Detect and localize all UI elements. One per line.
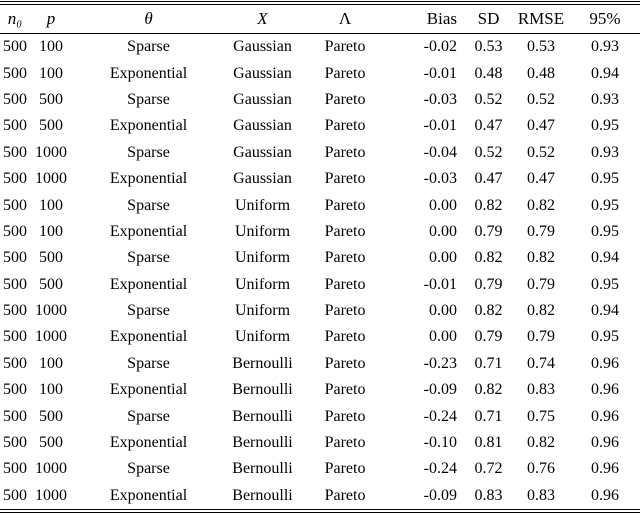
table-cell: Pareto (324, 407, 366, 425)
table-cell: 0.00 (429, 196, 457, 214)
table-cell: Sparse (127, 249, 170, 267)
table-cell: 0.53 (527, 38, 555, 56)
table-cell: 0.53 (474, 38, 503, 56)
table-cell: Exponential (109, 64, 188, 82)
table-cell: 0.95 (591, 196, 619, 214)
table-cell: 500 (3, 196, 27, 214)
table-cell: 0.94 (591, 64, 619, 82)
table-row (0, 272, 640, 298)
table-cell: Pareto (324, 328, 366, 346)
table-cell: Sparse (127, 302, 170, 320)
table-cell: 0.47 (474, 170, 503, 188)
table-row (0, 324, 640, 350)
table-cell: 500 (3, 434, 27, 452)
table-cell: Exponential (109, 275, 188, 293)
table-cell: 500 (3, 486, 27, 504)
table-cell: Exponential (109, 328, 188, 346)
table-cell: 500 (3, 249, 27, 267)
table-cell: 0.82 (527, 249, 555, 267)
table-cell: 0.47 (527, 117, 555, 135)
table-row (0, 403, 640, 429)
table-cell: 0.75 (527, 407, 555, 425)
table-cell: Pareto (324, 143, 366, 161)
table-cell: Gaussian (233, 170, 292, 188)
col-header-bias: Bias (390, 5, 465, 34)
table-cell: 0.52 (474, 90, 503, 108)
table-cell: Pareto (324, 381, 366, 399)
table-cell: 500 (39, 407, 63, 425)
table-cell: 0.71 (474, 407, 503, 425)
table-cell: Pareto (324, 222, 366, 240)
table-cell: 0.96 (591, 486, 619, 504)
table-row (0, 219, 640, 245)
table-cell: 0.82 (474, 302, 503, 320)
table-cell: 1000 (35, 328, 67, 346)
table-cell: 0.93 (591, 143, 619, 161)
table-cell: 0.96 (591, 354, 619, 372)
col-header-x: X (225, 5, 300, 34)
table-cell: 0.95 (591, 117, 619, 135)
table-cell: Exponential (109, 434, 188, 452)
table-cell: 500 (3, 328, 27, 346)
table-cell: Pareto (324, 196, 366, 214)
table-cell: 1000 (35, 460, 67, 478)
table-cell: Sparse (127, 38, 170, 56)
table-cell: -0.03 (423, 90, 457, 108)
table-row (0, 34, 640, 61)
table-cell: Sparse (127, 196, 170, 214)
table-cell: 100 (39, 38, 63, 56)
table-cell: 0.00 (429, 328, 457, 346)
table-cell: 500 (3, 170, 27, 188)
table-cell: 0.79 (527, 328, 555, 346)
table-cell: 500 (3, 90, 27, 108)
table-cell: 0.93 (591, 90, 619, 108)
table-cell: Exponential (109, 170, 188, 188)
col-header-p: p (30, 5, 72, 34)
table-cell: 100 (39, 381, 63, 399)
table-row (0, 140, 640, 166)
table-cell: 0.47 (474, 117, 503, 135)
table-cell: Exponential (109, 381, 188, 399)
table-cell: 500 (3, 143, 27, 161)
table-cell: 0.72 (474, 460, 503, 478)
table-cell: -0.10 (423, 434, 457, 452)
header-row (0, 5, 640, 34)
table-cell: -0.01 (423, 275, 457, 293)
table-cell: 1000 (35, 486, 67, 504)
table-cell: Pareto (324, 434, 366, 452)
table-cell: Pareto (324, 64, 366, 82)
table-cell: 0.83 (527, 486, 555, 504)
table-cell: 500 (3, 460, 27, 478)
col-header-sd: SD (465, 5, 512, 34)
table-cell: 0.00 (429, 249, 457, 267)
col-header-theta: θ (72, 5, 225, 34)
table-cell: 0.52 (527, 90, 555, 108)
table-cell: -0.23 (423, 354, 457, 372)
table-row (0, 192, 640, 218)
table-cell: 500 (3, 222, 27, 240)
table-cell: Bernoulli (232, 381, 293, 399)
table-cell: 500 (3, 381, 27, 399)
table-cell: 0.94 (591, 302, 619, 320)
table-cell: 0.79 (474, 275, 503, 293)
table-cell: 0.83 (527, 381, 555, 399)
table-cell: 500 (3, 354, 27, 372)
table-row (0, 60, 640, 86)
table-cell: 0.76 (527, 460, 555, 478)
table-cell: Gaussian (233, 64, 292, 82)
table-cell: Sparse (127, 354, 170, 372)
table-cell: 500 (3, 64, 27, 82)
table-cell: 0.95 (591, 170, 619, 188)
table-cell: 0.82 (527, 302, 555, 320)
table-cell: 0.00 (429, 302, 457, 320)
table-cell: 0.95 (591, 275, 619, 293)
table-cell: Pareto (324, 38, 366, 56)
table-cell: 0.00 (429, 222, 457, 240)
table-cell: Bernoulli (232, 407, 293, 425)
table-cell: Uniform (234, 302, 291, 320)
table-cell: -0.01 (423, 117, 457, 135)
table-cell: 0.79 (527, 222, 555, 240)
table-cell: Exponential (109, 117, 188, 135)
table-row (0, 483, 640, 509)
table-cell: 500 (39, 90, 63, 108)
table-row (0, 351, 640, 377)
table-cell: 0.82 (527, 434, 555, 452)
table-cell: Bernoulli (232, 354, 293, 372)
col-header-95: 95% (570, 5, 640, 34)
bottom-rule (0, 509, 640, 513)
table-cell: Pareto (324, 170, 366, 188)
table-row (0, 245, 640, 271)
table-row (0, 298, 640, 324)
table-cell: 0.71 (474, 354, 503, 372)
table-cell: 100 (39, 64, 63, 82)
table-row (0, 456, 640, 482)
table-cell: Pareto (324, 117, 366, 135)
table-cell: 0.52 (527, 143, 555, 161)
table-cell: 0.79 (474, 222, 503, 240)
table-cell: 0.96 (591, 407, 619, 425)
table-cell: Uniform (234, 222, 291, 240)
col-header-rmse: RMSE (512, 5, 570, 34)
table-cell: 100 (39, 354, 63, 372)
table-cell: Sparse (127, 143, 170, 161)
table-cell: -0.02 (423, 38, 457, 56)
table-cell: Pareto (324, 354, 366, 372)
table-cell: 500 (39, 275, 63, 293)
table-row (0, 87, 640, 113)
table-cell: Pareto (324, 302, 366, 320)
table-cell: -0.09 (423, 381, 457, 399)
table-cell: Gaussian (233, 117, 292, 135)
table-cell: Pareto (324, 249, 366, 267)
results-table (0, 5, 640, 509)
table-cell: 0.48 (474, 64, 503, 82)
table-cell: -0.24 (423, 407, 457, 425)
table-cell: Exponential (109, 486, 188, 504)
table-cell: 500 (3, 275, 27, 293)
table-cell: 500 (3, 117, 27, 135)
table-cell: 500 (3, 407, 27, 425)
table-cell: Pareto (324, 486, 366, 504)
table-cell: Uniform (234, 249, 291, 267)
table-cell: -0.09 (423, 486, 457, 504)
table-cell: 1000 (35, 170, 67, 188)
table-cell: 500 (3, 38, 27, 56)
table-cell: 0.96 (591, 460, 619, 478)
table-cell: 0.82 (527, 196, 555, 214)
table-cell: Bernoulli (232, 486, 293, 504)
table-cell: -0.24 (423, 460, 457, 478)
table-cell: Bernoulli (232, 434, 293, 452)
table-cell: Pareto (324, 90, 366, 108)
table-cell: Uniform (234, 275, 291, 293)
table-cell: 0.95 (591, 328, 619, 346)
table-cell: 500 (39, 249, 63, 267)
table-cell: Gaussian (233, 38, 292, 56)
table-cell: 0.83 (474, 486, 503, 504)
table-cell: 1000 (35, 143, 67, 161)
table-row (0, 166, 640, 192)
col-header-lambda: Λ (300, 5, 390, 34)
table-cell: 500 (39, 434, 63, 452)
table-cell: Sparse (127, 460, 170, 478)
table-cell: 0.48 (527, 64, 555, 82)
table-cell: 0.95 (591, 222, 619, 240)
table-cell: 0.82 (474, 196, 503, 214)
table-cell: Pareto (324, 275, 366, 293)
table-cell: 0.96 (591, 381, 619, 399)
table-cell: 0.96 (591, 434, 619, 452)
table-cell: 0.79 (474, 328, 503, 346)
table-cell: Uniform (234, 328, 291, 346)
table-cell: 0.82 (474, 381, 503, 399)
table-cell: 0.47 (527, 170, 555, 188)
table-cell: 1000 (35, 302, 67, 320)
col-header-n0: n₀ (0, 5, 30, 34)
table-cell: 0.79 (527, 275, 555, 293)
table-cell: -0.03 (423, 170, 457, 188)
table-cell: Uniform (234, 196, 291, 214)
table-cell: Exponential (109, 222, 188, 240)
table-row (0, 377, 640, 403)
table-cell: 100 (39, 196, 63, 214)
table-cell: Gaussian (233, 90, 292, 108)
table-cell: 0.52 (474, 143, 503, 161)
table-row (0, 430, 640, 456)
table-cell: Sparse (127, 90, 170, 108)
table-cell: Pareto (324, 460, 366, 478)
table-row (0, 113, 640, 139)
table-cell: 500 (3, 302, 27, 320)
table-cell: 0.74 (527, 354, 555, 372)
table-cell: 100 (39, 222, 63, 240)
table-cell: 0.82 (474, 249, 503, 267)
table-cell: -0.04 (423, 143, 457, 161)
table-cell: 0.93 (591, 38, 619, 56)
table-cell: -0.01 (423, 64, 457, 82)
table-cell: 500 (39, 117, 63, 135)
table-body (0, 34, 640, 510)
table-cell: Gaussian (233, 143, 292, 161)
table-cell: 0.81 (474, 434, 503, 452)
table-cell: Bernoulli (232, 460, 293, 478)
table-cell: Sparse (127, 407, 170, 425)
table-cell: 0.94 (591, 249, 619, 267)
